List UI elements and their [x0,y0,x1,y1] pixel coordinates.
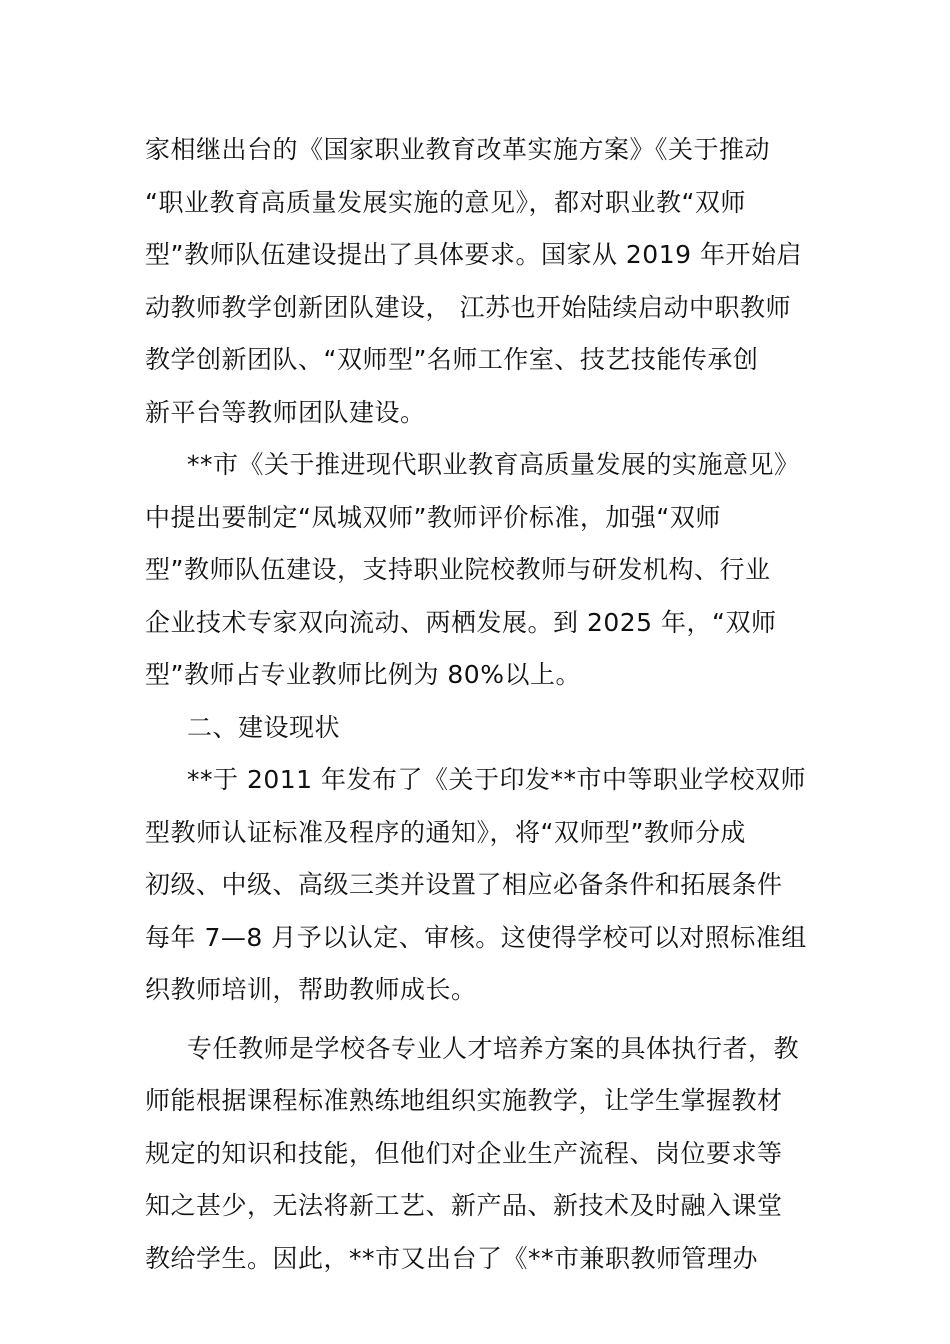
text-line: “职业教育高质量发展实施的意见》，都对职业教“双师 [145,187,746,217]
text-line: 型”教师队伍建设，支持职业院校教师与研发机构、行业 [145,555,771,584]
text-line: 教给学生。因此，**市又出台了《**市兼职教师管理办 [145,1243,759,1273]
text-line: 规定的知识和技能，但他们对企业生产流程、岗位要求等 [145,1138,783,1168]
text-line: **市《关于推进现代职业教育高质量发展的实施意见》 [187,450,800,479]
text-line: 型”教师占专业教师比例为 80%以上。 [145,660,581,689]
text-line: 师能根据课程标准熟练地组织实施教学，让学生掌握教材 [145,1086,783,1115]
text-line: 型”教师队伍建设提出了具体要求。国家从 2019 年开始启 [145,240,802,269]
section-heading [145,702,815,755]
text-line: **于 2011 年发布了《关于印发**市中等职业学校双师 [187,765,807,794]
section-heading-text: 二、建设现状 [187,712,341,742]
paragraph-policy-background [145,124,815,439]
text-line: 中提出要制定“凤城双师”教师评价标准，加强“双师 [145,502,721,532]
text-line: 初级、中级、高级三类并设置了相应必备条件和拓展条件 [145,870,783,899]
text-line: 家相继出台的《国家职业教育改革实施方案》《关于推动 [145,135,771,164]
text-line: 动教师教学创新团队建设， 江苏也开始陆续启动中职教师 [145,292,791,322]
text-line: 每年 7—8 月予以认定、审核。这使得学校可以对照标准组 [145,922,807,952]
text-line: 教学创新团队、“双师型”名师工作室、技艺技能传承创 [145,345,759,374]
text-line: 知之甚少，无法将新工艺、新产品、新技术及时融入课堂 [145,1191,783,1220]
text-line: 型教师认证标准及程序的通知》，将“双师型”教师分成 [145,817,746,847]
paragraph-fulltime-teachers [145,1023,815,1286]
paragraph-certification [145,754,815,1017]
text-line: 新平台等教师团队建设。 [145,397,426,427]
document-body [145,124,815,1285]
text-line: 织教师培训，帮助教师成长。 [145,975,477,1004]
paragraph-city-opinion [145,439,815,702]
text-line: 企业技术专家双向流动、两栖发展。到 2025 年，“双师 [145,607,777,637]
text-line: 专任教师是学校各专业人才培养方案的具体执行者，教 [187,1033,800,1063]
